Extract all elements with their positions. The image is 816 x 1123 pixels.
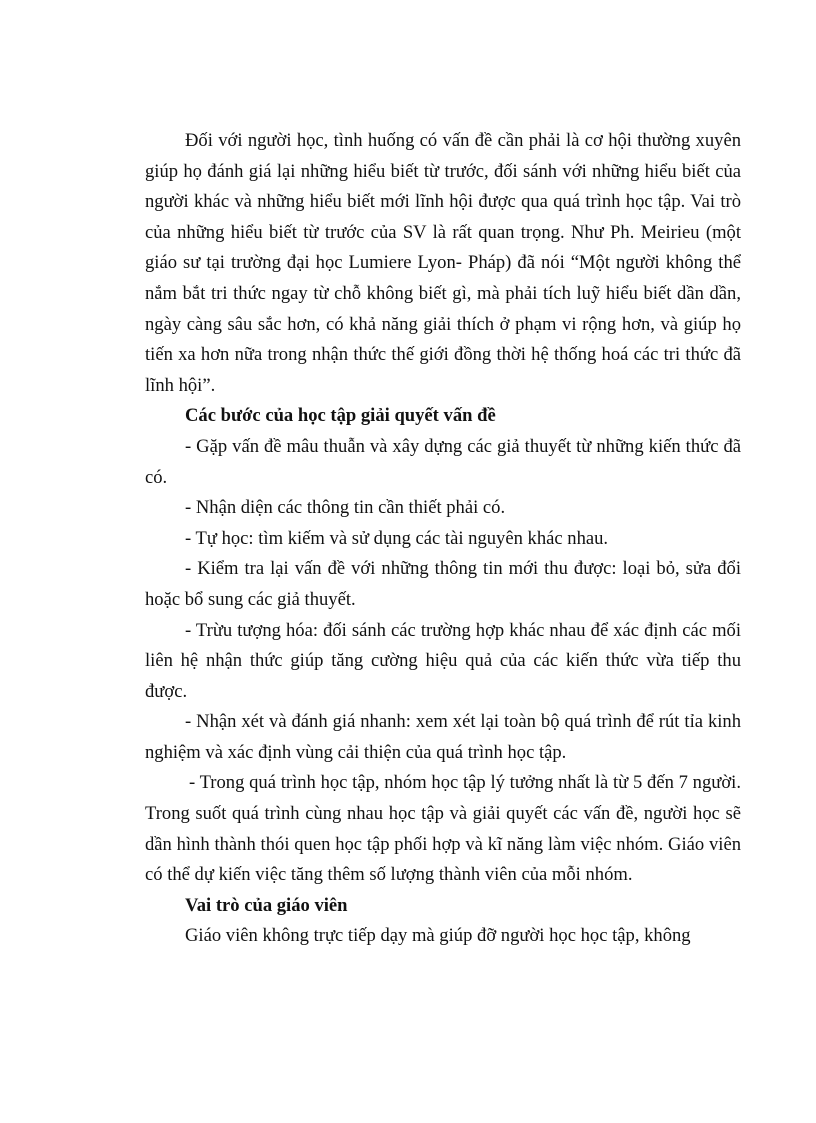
steps-heading: Các bước của học tập giải quyết vấn đề	[185, 405, 496, 427]
step-item: - Gặp vấn đề mâu thuẫn và xây dựng các giả thuyết từ những kiến thức đã có.	[145, 435, 741, 488]
document-page	[145, 126, 741, 952]
step-item: - Kiểm tra lại vấn đề với những thông tin mới thu được: loại bỏ, sửa đổi hoặc bổ sung các giả thuyết.	[145, 558, 741, 610]
step-item: - Trong quá trình học tập, nhóm học tập lý tưởng nhất là từ 5 đến 7 người. Trong suốt quá trình cùng nhau học tập và giải quyết các vấn đề, người học sẽ dần hình thành thói quen học tập phối hợp và kĩ năng làm việc nhóm. Giáo viên có thể dự kiến việc tăng thêm số lượng thành viên của mỗi nhóm.	[145, 772, 741, 886]
teacher-paragraph: Giáo viên không trực tiếp dạy mà giúp đỡ người học học tập, không	[185, 925, 691, 947]
intro-paragraph: Đối với người học, tình huống có vấn đề cần phải là cơ hội thường xuyên giúp họ đánh giá lại những hiểu biết từ trước, đối sánh với những hiểu biết của người khác và những hiểu biết mới lĩnh hội được qua quá trình học tập. Vai trò của những hiểu biết từ trước của SV là rất quan trọng. Như Ph. Meirieu (một giáo sư tại trường đại học Lumiere Lyon- Pháp) đã nói “Một người không thể nắm bắt tri thức ngay từ chỗ không biết gì, mà phải tích luỹ hiểu biết dần dần, ngày càng sâu sắc hơn, có khả năng giải thích ở phạm vi rộng hơn, và giúp họ tiến xa hơn nữa trong nhận thức thế giới đồng thời hệ thống hoá các tri thức đã lĩnh hội”.	[145, 130, 741, 396]
step-item: - Nhận xét và đánh giá nhanh: xem xét lại toàn bộ quá trình để rút tỉa kinh nghiệm và xác định vùng cải thiện của quá trình học tập.	[145, 711, 741, 763]
step-item: - Nhận diện các thông tin cần thiết phải có.	[185, 497, 506, 519]
teacher-heading: Vai trò của giáo viên	[185, 894, 348, 916]
step-item: - Trừu tượng hóa: đối sánh các trường hợp khác nhau để xác định các mối liên hệ nhận thức giúp tăng cường hiệu quả của các kiến thức vừa tiếp thu được.	[145, 619, 741, 702]
step-item: - Tự học: tìm kiếm và sử dụng các tài nguyên khác nhau.	[185, 527, 609, 549]
